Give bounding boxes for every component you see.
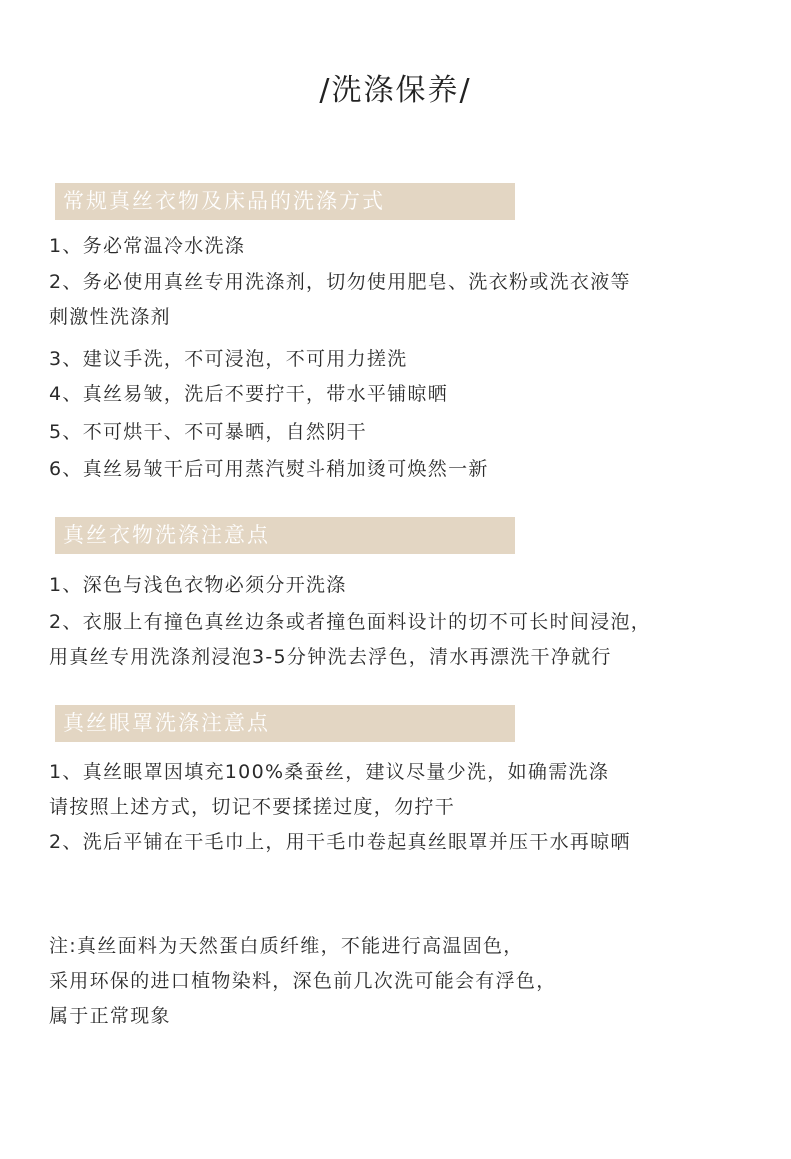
section-heading-label: 真丝衣物洗涤注意点 (63, 523, 270, 547)
section-heading-label: 常规真丝衣物及床品的洗涤方式 (63, 189, 385, 213)
instruction-line: 2、务必使用真丝专用洗涤剂，切勿使用肥皂、洗衣粉或洗衣液等 (49, 271, 631, 293)
instruction-line: 3、建议手洗，不可浸泡，不可用力搓洗 (49, 348, 408, 370)
instruction-line: 用真丝专用洗涤剂浸泡3-5分钟洗去浮色，清水再漂洗干净就行 (49, 646, 612, 668)
note-line: 属于正常现象 (49, 1005, 171, 1027)
note-line: 注:真丝面料为天然蛋白质纤维，不能进行高温固色， (49, 935, 524, 957)
note-line: 采用环保的进口植物染料，深色前几次洗可能会有浮色， (49, 970, 557, 992)
instruction-line: 5、不可烘干、不可暴晒，自然阴干 (49, 421, 367, 443)
section-heading-label: 真丝眼罩洗涤注意点 (63, 711, 270, 735)
page-title: /洗涤保养/ (319, 73, 472, 108)
instruction-line: 请按照上述方式，切记不要揉搓过度，勿拧干 (49, 796, 456, 818)
instruction-line: 1、深色与浅色衣物必须分开洗涤 (49, 574, 347, 596)
instruction-line: 1、务必常温冷水洗涤 (49, 235, 246, 257)
instruction-line: 4、真丝易皱，洗后不要拧干，带水平铺晾晒 (49, 383, 449, 405)
instruction-line: 6、真丝易皱干后可用蒸汽熨斗稍加烫可焕然一新 (49, 458, 489, 480)
instruction-line: 2、衣服上有撞色真丝边条或者撞色面料设计的切不可长时间浸泡， (49, 611, 652, 633)
section-heading-garment-notes (55, 517, 515, 554)
instruction-line: 1、真丝眼罩因填充100%桑蚕丝，建议尽量少洗，如确需洗涤 (49, 761, 610, 783)
instruction-line: 刺激性洗涤剂 (49, 306, 171, 328)
section-heading-eye-mask-notes (55, 705, 515, 742)
instruction-line: 2、洗后平铺在干毛巾上，用干毛巾卷起真丝眼罩并压干水再晾晒 (49, 831, 631, 853)
section-heading-regular-wash (55, 183, 515, 220)
